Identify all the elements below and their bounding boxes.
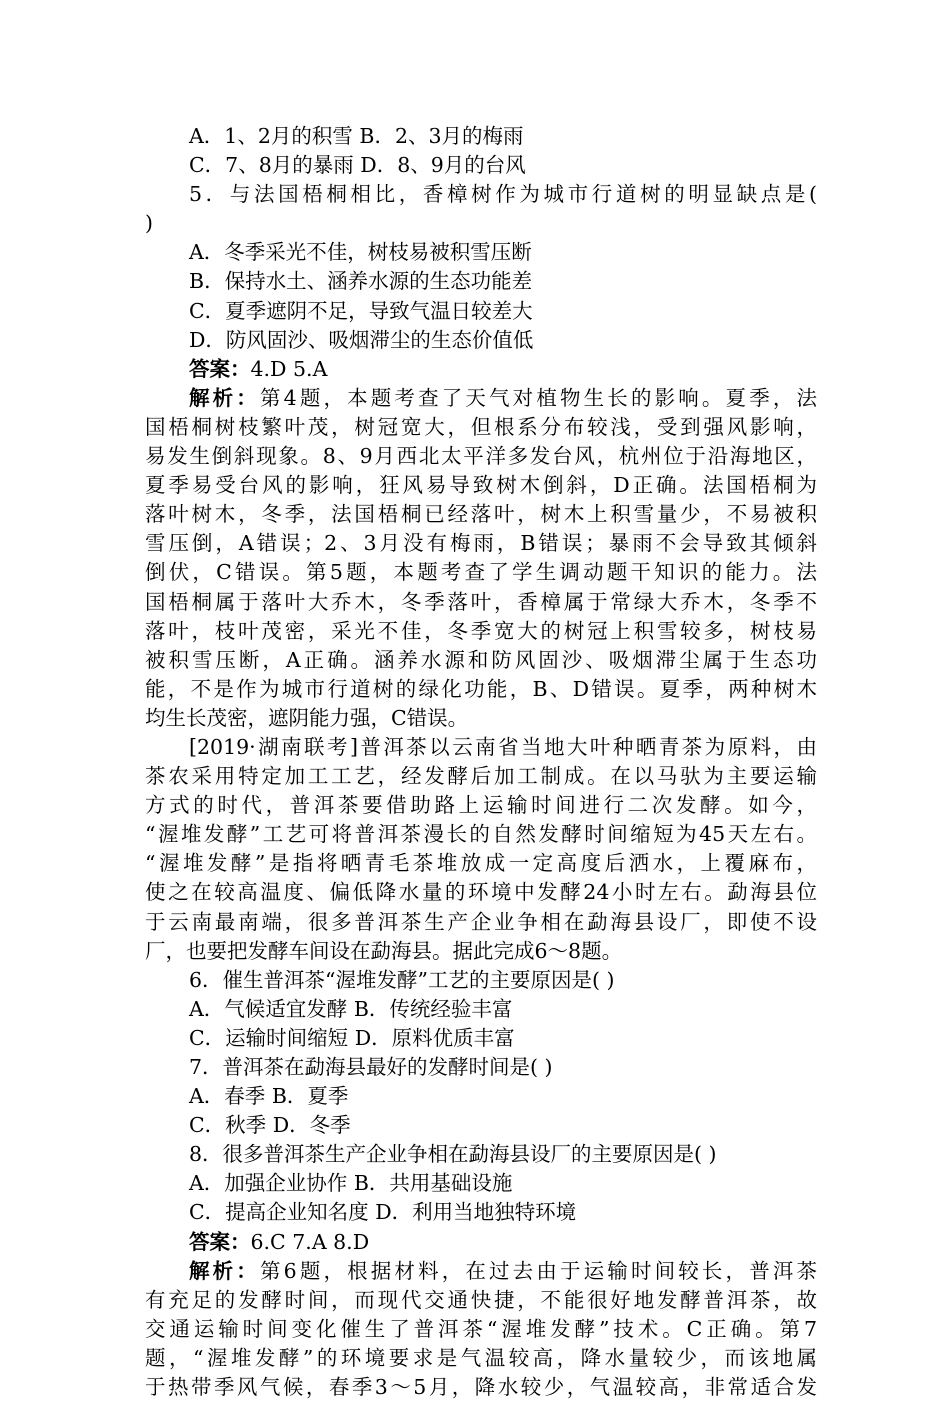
line-text: 有充足的发酵时间，而现代交通快捷，不能很好地发酵普洱茶，故 bbox=[145, 1287, 817, 1312]
text-line bbox=[145, 442, 817, 471]
line-text: A．1、2月的积雪 B．2、3月的梅雨 bbox=[189, 124, 524, 148]
text-line bbox=[145, 122, 817, 151]
text-line bbox=[145, 1315, 817, 1344]
line-text: 厂，也要把发酵车间设在勐海县。据此完成6～8题。 bbox=[145, 938, 623, 963]
text-line bbox=[145, 995, 817, 1024]
line-text: 均生长茂密，遮阴能力强，C错误。 bbox=[145, 705, 469, 730]
line-label: 答案： bbox=[189, 1229, 251, 1254]
line-text: 倒伏，C错误。第5题，本题考查了学生调动题干知识的能力。法 bbox=[145, 560, 817, 585]
line-text: “渥堆发酵”工艺可将普洱茶漫长的自然发酵时间缩短为45天左右。 bbox=[145, 822, 817, 847]
text-line bbox=[145, 384, 817, 413]
line-text: A．加强企业协作 B．共用基础设施 bbox=[189, 1171, 513, 1196]
text-line bbox=[145, 849, 817, 878]
line-text: D．防风固沙、吸烟滞尘的生态价值低 bbox=[189, 327, 534, 352]
text-line bbox=[145, 355, 817, 384]
text-line bbox=[145, 209, 817, 238]
text-line bbox=[145, 1286, 817, 1315]
text-line bbox=[145, 1140, 817, 1169]
text-line bbox=[145, 733, 817, 762]
line-text: 第6题，根据材料，在过去由于运输时间较长，普洱茶 bbox=[259, 1258, 818, 1283]
text-line bbox=[145, 820, 817, 849]
text-line bbox=[145, 791, 817, 820]
line-text: “渥堆发酵”是指将晒青毛茶堆放成一定高度后洒水，上覆麻布， bbox=[145, 851, 817, 876]
text-line bbox=[145, 267, 817, 296]
line-text: 7．普洱茶在勐海县最好的发酵时间是( ) bbox=[189, 1055, 553, 1079]
text-line bbox=[145, 762, 817, 791]
text-line bbox=[145, 1053, 817, 1082]
line-label: 解析： bbox=[189, 385, 260, 410]
line-text: 国梧桐属于落叶大乔木，冬季落叶，香樟属于常绿大乔木，冬季不 bbox=[145, 589, 817, 614]
line-text: 交通运输时间变化催生了普洱茶“渥堆发酵”技术。C正确。第7 bbox=[145, 1316, 817, 1341]
text-line bbox=[145, 558, 817, 587]
line-text: 易发生倒斜现象。8、9月西北太平洋多发台风，杭州位于沿海地区， bbox=[145, 444, 817, 469]
text-line bbox=[145, 646, 817, 675]
text-line bbox=[145, 1111, 817, 1140]
line-text: [2019·湖南联考]普洱茶以云南省当地大叶种晒青茶为原料，由 bbox=[189, 734, 817, 759]
line-text: ) bbox=[145, 211, 153, 236]
text-line bbox=[145, 966, 817, 995]
text-line bbox=[145, 937, 817, 966]
text-line bbox=[145, 617, 817, 646]
line-text: C．7、8月的暴雨 D．8、9月的台风 bbox=[189, 153, 526, 178]
line-text: 能，不是作为城市行道树的绿化功能，B、D错误。夏季，两种树木 bbox=[145, 676, 817, 701]
text-line bbox=[145, 471, 817, 500]
line-text: B．保持水土、涵养水源的生态功能差 bbox=[189, 269, 533, 294]
line-text: 5．与法国梧桐相比，香樟树作为城市行道树的明显缺点是( bbox=[189, 182, 817, 207]
line-text: 使之在较高温度、偏低降水量的环境中发酵24小时左右。勐海县位 bbox=[145, 880, 817, 905]
line-text: 雪压倒，A错误；2、3月没有梅雨，B错误；暴雨不会导致其倾斜 bbox=[145, 531, 817, 556]
text-line bbox=[145, 1344, 817, 1373]
line-label: 解析： bbox=[189, 1258, 260, 1283]
text-line bbox=[145, 238, 817, 267]
document-body bbox=[145, 122, 817, 1402]
text-line bbox=[145, 326, 817, 355]
line-text: 第4题，本题考查了天气对植物生长的影响。夏季，法 bbox=[259, 385, 818, 410]
line-label: 答案： bbox=[189, 356, 251, 381]
line-text: 夏季易受台风的影响，狂风易导致树木倒斜，D正确。法国梧桐为 bbox=[145, 473, 817, 498]
line-text: A．气候适宜发酵 B．传统经验丰富 bbox=[189, 996, 513, 1021]
text-line bbox=[145, 588, 817, 617]
line-text: 6．催生普洱茶“渥堆发酵”工艺的主要原因是( ) bbox=[189, 967, 615, 992]
text-line bbox=[145, 500, 817, 529]
line-text: 落叶，枝叶茂密，采光不佳，冬季宽大的树冠上积雪较多，树枝易 bbox=[145, 618, 817, 643]
line-text: 国梧桐树枝繁叶茂，树冠宽大，但根系分布较浅，受到强风影响， bbox=[145, 414, 817, 439]
line-text: C．运输时间缩短 D．原料优质丰富 bbox=[189, 1025, 515, 1050]
text-line bbox=[145, 297, 817, 326]
text-line bbox=[145, 1024, 817, 1053]
line-text: 于热带季风气候，春季3～5月，降水较少，气温较高，非常适合发 bbox=[145, 1375, 817, 1400]
text-line bbox=[145, 413, 817, 442]
text-line bbox=[145, 1198, 817, 1227]
text-line bbox=[145, 908, 817, 937]
line-text: 题，“渥堆发酵”的环境要求是气温较高，降水量较少，而该地属 bbox=[145, 1345, 817, 1370]
text-line bbox=[145, 1373, 817, 1402]
line-text: C．提高企业知名度 D．利用当地独特环境 bbox=[189, 1200, 577, 1225]
text-line bbox=[145, 180, 817, 209]
text-line bbox=[145, 1082, 817, 1111]
line-text: 6.C 7.A 8.D bbox=[250, 1229, 370, 1254]
line-text: C．夏季遮阴不足，导致气温日较差大 bbox=[189, 298, 533, 323]
line-text: 8．很多普洱茶生产企业争相在勐海县设厂的主要原因是( ) bbox=[189, 1142, 717, 1167]
line-text: 方式的时代，普洱茶要借助路上运输时间进行二次发酵。如今， bbox=[145, 793, 817, 818]
line-text: 茶农采用特定加工工艺，经发酵后加工制成。在以马驮为主要运输 bbox=[145, 764, 817, 789]
line-text: 4.D 5.A bbox=[250, 356, 328, 381]
text-line bbox=[145, 675, 817, 704]
text-line bbox=[145, 1228, 817, 1257]
line-text: A．春季 B．夏季 bbox=[189, 1084, 349, 1109]
text-line bbox=[145, 878, 817, 907]
text-line bbox=[145, 1169, 817, 1198]
text-line bbox=[145, 1257, 817, 1286]
text-line bbox=[145, 704, 817, 733]
text-line bbox=[145, 529, 817, 558]
text-line bbox=[145, 151, 817, 180]
line-text: 落叶树木，冬季，法国梧桐已经落叶，树木上积雪量少，不易被积 bbox=[145, 502, 817, 527]
line-text: 被积雪压断，A正确。涵养水源和防风固沙、吸烟滞尘属于生态功 bbox=[145, 647, 817, 672]
line-text: A．冬季采光不佳，树枝易被积雪压断 bbox=[189, 240, 532, 265]
line-text: 于云南最南端，很多普洱茶生产企业争相在勐海县设厂，即使不设 bbox=[145, 909, 817, 934]
line-text: C．秋季 D．冬季 bbox=[189, 1113, 351, 1138]
